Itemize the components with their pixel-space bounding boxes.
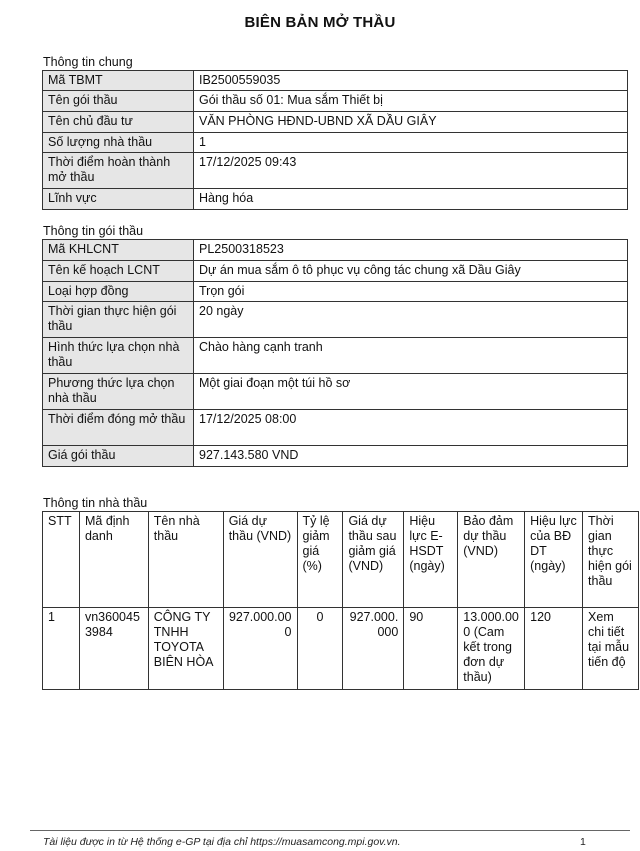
cell-name: CÔNG TY TNHH TOYOTA BIÊN HÒA [148, 608, 223, 690]
field-label: Mã KHLCNT [43, 240, 194, 261]
cell-discount: 0 [297, 608, 343, 690]
field-label: Thời điểm đóng mở thầu [43, 410, 194, 446]
field-value: 927.143.580 VND [194, 446, 628, 467]
table-row [43, 91, 628, 112]
field-value: PL2500318523 [194, 240, 628, 261]
table-row [43, 302, 628, 338]
field-value: IB2500559035 [194, 71, 628, 91]
page-number: 1 [580, 836, 586, 848]
package-info-heading: Thông tin gói thầu [43, 224, 144, 238]
cell-duration: Xem chi tiết tại mẫu tiến độ [583, 608, 639, 690]
cell-validity: 90 [404, 608, 458, 690]
table-row [43, 410, 628, 446]
table-row [43, 153, 628, 189]
table-row [43, 338, 628, 374]
column-header-stt: STT [43, 512, 80, 608]
cell-security-validity: 120 [525, 608, 583, 690]
column-header-price-after-discount: Giá dự thầu sau giảm giá (VND) [343, 512, 404, 608]
field-value: Dự án mua sắm ô tô phục vụ công tác chung xã Dầu Giây [194, 261, 628, 282]
field-value: VĂN PHÒNG HĐND-UBND XÃ DẦU GIÂY [194, 112, 628, 133]
field-value: 20 ngày [194, 302, 628, 338]
table-row [43, 261, 628, 282]
table-row [43, 133, 628, 153]
column-header-discount: Tỷ lệ giảm giá (%) [297, 512, 343, 608]
table-row [43, 240, 628, 261]
table-row [43, 71, 628, 91]
contractor-info-heading: Thông tin nhà thầu [43, 496, 148, 510]
field-label: Tên kế hoạch LCNT [43, 261, 194, 282]
column-header-security-validity: Hiệu lực của BĐ DT (ngày) [525, 512, 583, 608]
field-label: Số lượng nhà thầu [43, 133, 194, 153]
column-header-id: Mã định danh [79, 512, 148, 608]
field-value: 17/12/2025 08:00 [194, 410, 628, 446]
document-title: BIÊN BẢN MỞ THẦU [244, 14, 396, 31]
footer-divider [30, 830, 630, 831]
column-header-bid-price: Giá dự thầu (VND) [223, 512, 297, 608]
table-row [43, 446, 628, 467]
contractor-table [42, 511, 639, 690]
field-label: Loại hợp đồng [43, 282, 194, 302]
table-row [43, 608, 639, 690]
package-info-table [42, 239, 628, 467]
general-info-heading: Thông tin chung [43, 55, 133, 69]
field-label: Lĩnh vực [43, 189, 194, 210]
field-value: 17/12/2025 09:43 [194, 153, 628, 189]
field-value: Trọn gói [194, 282, 628, 302]
field-label: Phương thức lựa chọn nhà thầu [43, 374, 194, 410]
table-row [43, 189, 628, 210]
field-label: Tên gói thầu [43, 91, 194, 112]
column-header-bid-security: Bảo đảm dự thầu (VND) [458, 512, 525, 608]
field-value: Một giai đoạn một túi hồ sơ [194, 374, 628, 410]
field-label: Thời gian thực hiện gói thầu [43, 302, 194, 338]
table-row [43, 282, 628, 302]
cell-bid-price: 927.000.000 [223, 608, 297, 690]
cell-id: vn3600453984 [79, 608, 148, 690]
table-row [43, 374, 628, 410]
field-label: Hình thức lựa chọn nhà thầu [43, 338, 194, 374]
field-value: Gói thầu số 01: Mua sắm Thiết bị [194, 91, 628, 112]
cell-stt: 1 [43, 608, 80, 690]
field-label: Giá gói thầu [43, 446, 194, 467]
cell-price-after-discount: 927.000.000 [343, 608, 404, 690]
footer-note: Tài liệu được in từ Hệ thống e-GP tại địa chỉ https://muasamcong.mpi.gov.vn. [43, 836, 401, 848]
table-header-row [43, 512, 639, 608]
field-label: Thời điểm hoàn thành mở thầu [43, 153, 194, 189]
table-row [43, 112, 628, 133]
general-info-table [42, 70, 628, 210]
column-header-name: Tên nhà thầu [148, 512, 223, 608]
field-value: Hàng hóa [194, 189, 628, 210]
column-header-validity: Hiệu lực E-HSDT (ngày) [404, 512, 458, 608]
field-label: Tên chủ đầu tư [43, 112, 194, 133]
cell-bid-security: 13.000.000 (Cam kết trong đơn dự thầu) [458, 608, 525, 690]
column-header-duration: Thời gian thực hiện gói thầu [583, 512, 639, 608]
field-label: Mã TBMT [43, 71, 194, 91]
field-value: 1 [194, 133, 628, 153]
field-value: Chào hàng cạnh tranh [194, 338, 628, 374]
